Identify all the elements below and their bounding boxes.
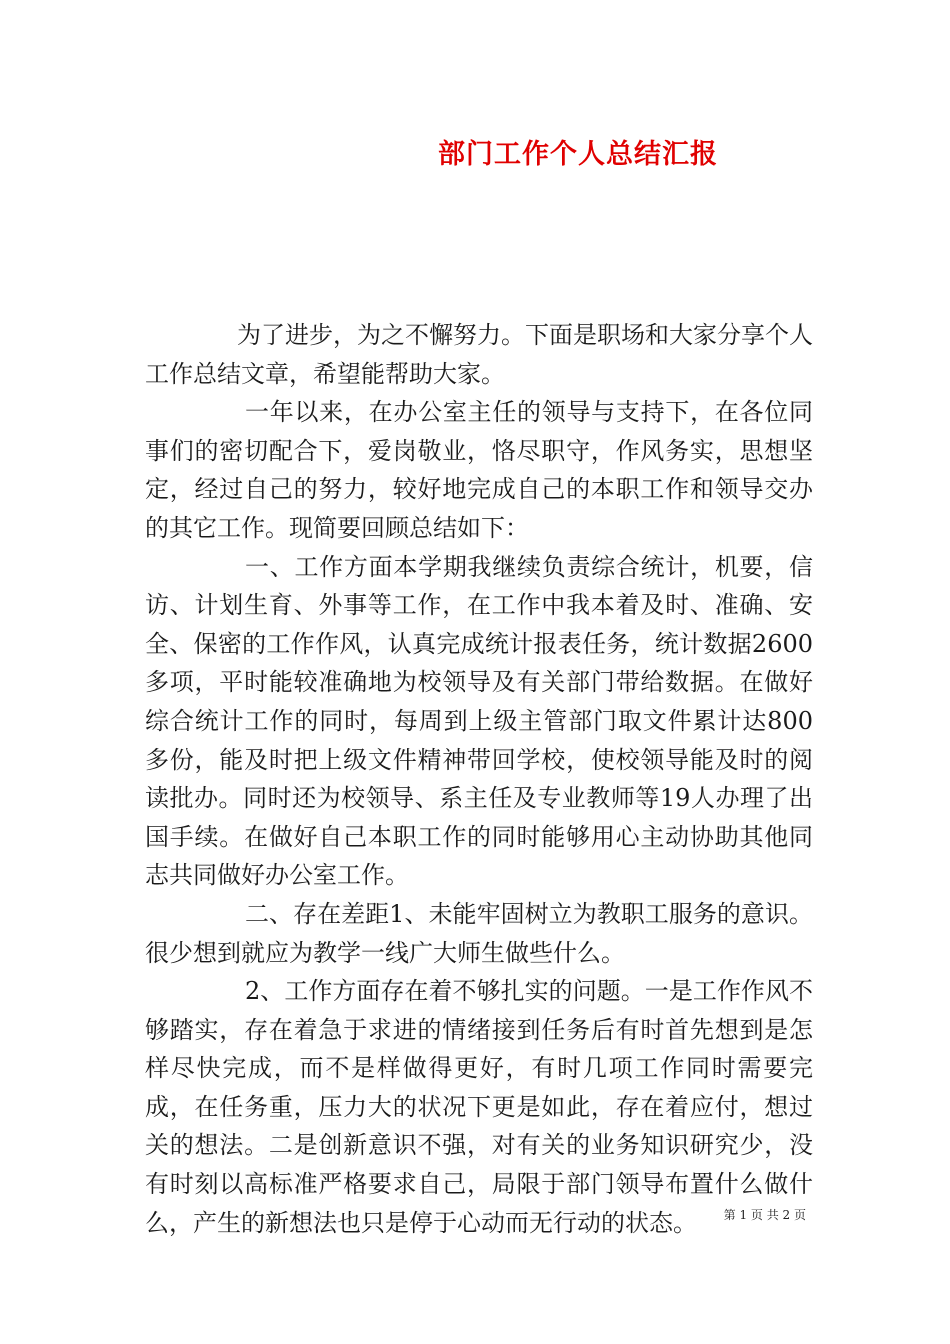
paragraph-issues: 2、工作方面存在着不够扎实的问题。一是工作作风不够踏实，存在着急于求进的情绪接到任务后有时首先想到是怎样尽快完成，而不是样做得更好，有时几项工作同时需要完成，在任务重，压力大的状况下更是如此，存在着应付，想过关的想法。二是创新意识不强，对有关的业务知识研究少，没有时刻以高标准严格要求自己，局限于部门领导布置什么做什么，产生的新想法也只是停于心动而无行动的状态。: [145, 977, 813, 1237]
document-title: 部门工作个人总结汇报: [438, 139, 718, 170]
paragraph-intro: 为了进步，为之不懈努力。下面是职场和大家分享个人工作总结文章，希望能帮助大家。: [145, 321, 813, 388]
paragraph-work-aspects: 一、工作方面本学期我继续负责综合统计，机要，信访、计划生育、外事等工作，在工作中我本着及时、准确、安全、保密的工作作风，认真完成统计报表任务，统计数据2600多项，平时能较准确地为校领导及有关部门带给数据。在做好综合统计工作的同时，每周到上级主管部门取文件累计达800多份，能及时把上级文件精神带回学校，使校领导能及时的阅读批办。同时还为校领导、系主任及专业教师等19人办理了出国手续。在做好自己本职工作的同时能够用心主动协助其他同志共同做好办公室工作。: [145, 552, 813, 890]
paragraph-overview: 一年以来，在办公室主任的领导与支持下，在各位同事们的密切配合下，爱岗敬业，恪尽职守，作风务实，思想坚定，经过自己的努力，较好地完成自己的本职工作和领导交办的其它工作。现简要回顾总结如下：: [145, 398, 813, 542]
paragraph-gaps: 二、存在差距1、未能牢固树立为教职工服务的意识。很少想到就应为教学一线广大师生做些什么。: [145, 899, 813, 967]
document-body: [145, 316, 813, 1242]
page-number: 第 1 页 共 2 页: [723, 1208, 806, 1222]
